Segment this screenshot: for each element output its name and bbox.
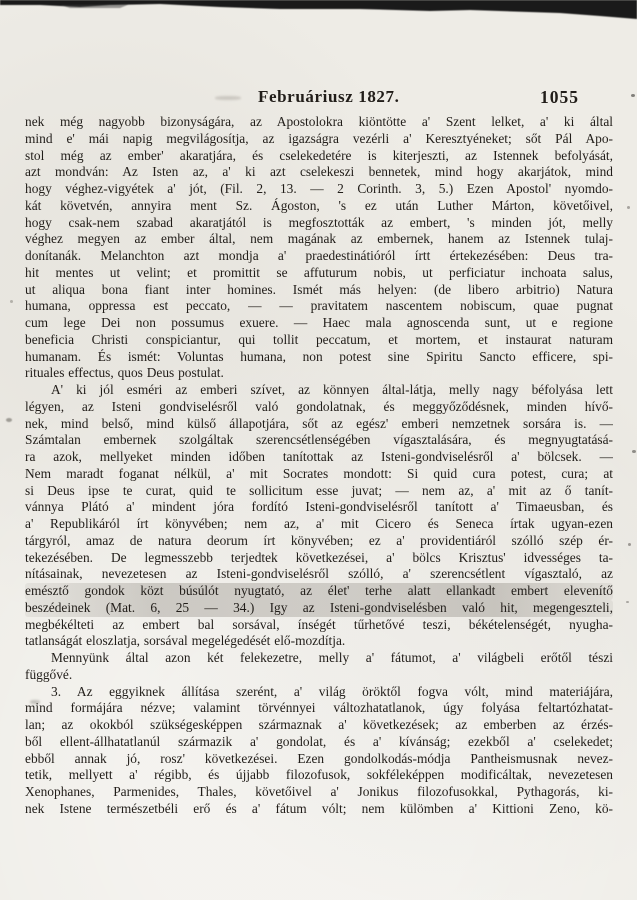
paragraph	[25, 684, 613, 818]
text-line: Mennyünk által azon két felekezetre, melly a' fátumot, a' világbeli erőtől tészi	[51, 650, 613, 665]
text-line: Számtalan embernek szolgáltak szerencsétlenségében vígasztalására, és megnyugtatásá-	[25, 432, 613, 448]
text-line: a' Republikáról írt könyvében; nem az, a' mit Cicero és Seneca írtak ugyan-ezen	[25, 516, 613, 531]
text-line: emésztő gondok közt búsúlót nyugtató, az élet' terhe alatt ellankadt embert elevenítő	[25, 583, 613, 598]
text-line: donítanák. Melanchton azt mondja a' praedestinátióról írtt értekezésében: Deus tra-	[25, 248, 613, 263]
text-line: ebből annak jó, rosz' következései. Ezen gondolkodás-módja Pantheismusnak nevez-	[25, 750, 613, 766]
text-line: A' ki jól esméri az emberi szívet, az könnyen által-látja, melly nagy béfolyása lett	[51, 382, 613, 397]
body-text	[25, 114, 613, 818]
text-line: nításainak, nevezetesen az Isteni-gondviselésről szólló, a' szerencsétlent vígasztaló, az	[25, 566, 613, 582]
text-line: 3. Az eggyiknek állítása szerént, a' világ öröktől fogva vólt, mind materiájára,	[51, 683, 613, 699]
text-line: humanam. És ismét: Voluntas humana, non potest sine Spiritu Sancto efficere, spi-	[25, 348, 613, 364]
text-line: megbékélteti az embert bal sorsával, ínségét tűrhetővé teszi, békételenségét, nyugha-	[25, 616, 613, 632]
text-line: ra azok, mellyeket minden időben tanítottak az Isteni-gondviselésről a' bölcsek. —	[25, 449, 613, 464]
paragraph	[25, 382, 613, 650]
scan-speck-artifact	[632, 450, 636, 453]
text-line: légyen, az Isteni gondviselésről való gondolatnak, és meggyőződésnek, minden hívő-	[25, 398, 613, 414]
scan-speck-artifact	[6, 418, 12, 422]
text-line: hit mentes ut velint; et promittit se affuturum nobis, ut perficiatur inchoata salus,	[25, 264, 613, 280]
text-line: beszédeinek (Mat. 6, 25 — 34.) Igy az Isteni-gondviselésben való hit, megengeszteli,	[25, 599, 613, 615]
text-line: ből ellent-állhatatlanúl származik a' gondolat, és a' kívánság; ezekből a' cselekedet;	[25, 733, 613, 749]
scan-speck-artifact	[626, 601, 629, 603]
scan-speck-artifact	[10, 300, 13, 303]
scan-speck-artifact	[30, 700, 40, 704]
text-line: tekezésében. De legmesszebb terjedtek következései, a' bölcs Krisztus' idvességes ta-	[25, 549, 613, 565]
scan-speck-artifact	[627, 206, 630, 209]
page-header	[0, 87, 637, 111]
text-line: si Deus ipse te curat, quid te sollicitum esse juvat; — nem az, a' mit az ő tanít-	[25, 482, 613, 498]
scan-edge-artifact	[0, 0, 637, 22]
text-line: rituales effectus, quos Deus postulat.	[25, 365, 224, 381]
text-line: tatlanságát eloszlatja, sorsával megelégedését elő-mozdítja.	[25, 633, 346, 649]
text-line: nek Istene természetbéli erő és a' fátum vólt; nem külömben a' Kittioni Zeno, kö-	[25, 800, 613, 816]
text-line: stol még az ember' akaratjára, és cselekedetére is kiterjeszti, az Istennek befolyását,	[25, 147, 613, 163]
scan-speck-artifact	[215, 96, 241, 100]
text-line: mind formájára nézve; valamint törvénnyei változhatatlanok, úgy folyása feltartózhatat-	[25, 700, 613, 716]
text-line: beneficia Christi conspiciantur, qui tollit peccatum, et mortem, et instaurat naturam	[25, 331, 613, 347]
text-line: Nem maradt foganat nélkül, a' mit Socrates mondott: Si quid cura potest, cura; at	[25, 465, 613, 481]
text-line: vánnya Plátó a' mindent jóra fordító Isteni-gondviselésről tanított a' Timaeusban, és	[25, 499, 613, 515]
text-line: humana, oppressa est peccato, — — pravitatem nascentem nobiscum, quae pugnat	[25, 298, 613, 314]
text-line: cum lege Dei non possumus exuere. — Haec mala agnoscenda sunt, ut e regione	[25, 315, 613, 330]
text-line: véghez megyen az ember által, nem magának az embernek, hanem az Istennek tulaj-	[25, 231, 613, 247]
page-number: 1055	[540, 87, 579, 107]
paragraph	[25, 650, 613, 684]
text-line: kát követvén, annyira ment Sz. Ágoston, 's ez után Luther Márton, követőivel,	[25, 197, 613, 213]
paragraph	[25, 114, 613, 382]
text-line: ut aliqua bona fiant inter homines. Ismét más helyen: (de libero arbitrio) Natura	[25, 281, 613, 297]
text-line: hogy véghez-vigyétek a' jót, (Fil. 2, 13. — 2 Corinth. 3, 5.) Ezen Apostol' nyomdo-	[25, 181, 613, 196]
text-line: azt mondván: Az Isten az, a' ki azt cselekeszi bennetek, mind hogy akarjátok, mind	[25, 164, 613, 180]
text-line: nek, mind belső, mind külső állapotjára, sőt az egész' emberi nemzetnek sorsára is. —	[25, 415, 613, 431]
text-line: mind e' mái napig megvilágosítja, az igazságra vezérli a' Keresztyéneket; sőt Pál Apo-	[25, 130, 613, 146]
text-line: tetik, mellyett a' régibb, és újjabb filozofusok, sokféleképpen modificáltak, nevezetesen	[25, 767, 613, 783]
scan-speck-artifact	[631, 94, 635, 97]
text-line: hogy csak-nem szabad akaratjától is megfosztották az embert, 's minden jót, melly	[25, 214, 613, 230]
text-line: nek még nagyobb bizonyságára, az Apostolokra kiöntötte a' Szent lelket, a' ki által	[25, 114, 613, 129]
running-title: Februáriusz 1827.	[258, 87, 400, 106]
text-line: függővé.	[25, 666, 73, 682]
text-line: Xenophanes, Parmenides, Thales, követőivel a' Jonikus filozofusokkal, Pythagorás, ki-	[25, 784, 613, 799]
scan-speck-artifact	[628, 543, 631, 546]
text-line: tárgyról, amaz de natura deorum írt könyvében; ez a' providentiáról szólló szép ér-	[25, 532, 613, 548]
text-line: lan; az okokból szükségesképpen származnak a' következések; az emberben az érzés-	[25, 717, 613, 732]
